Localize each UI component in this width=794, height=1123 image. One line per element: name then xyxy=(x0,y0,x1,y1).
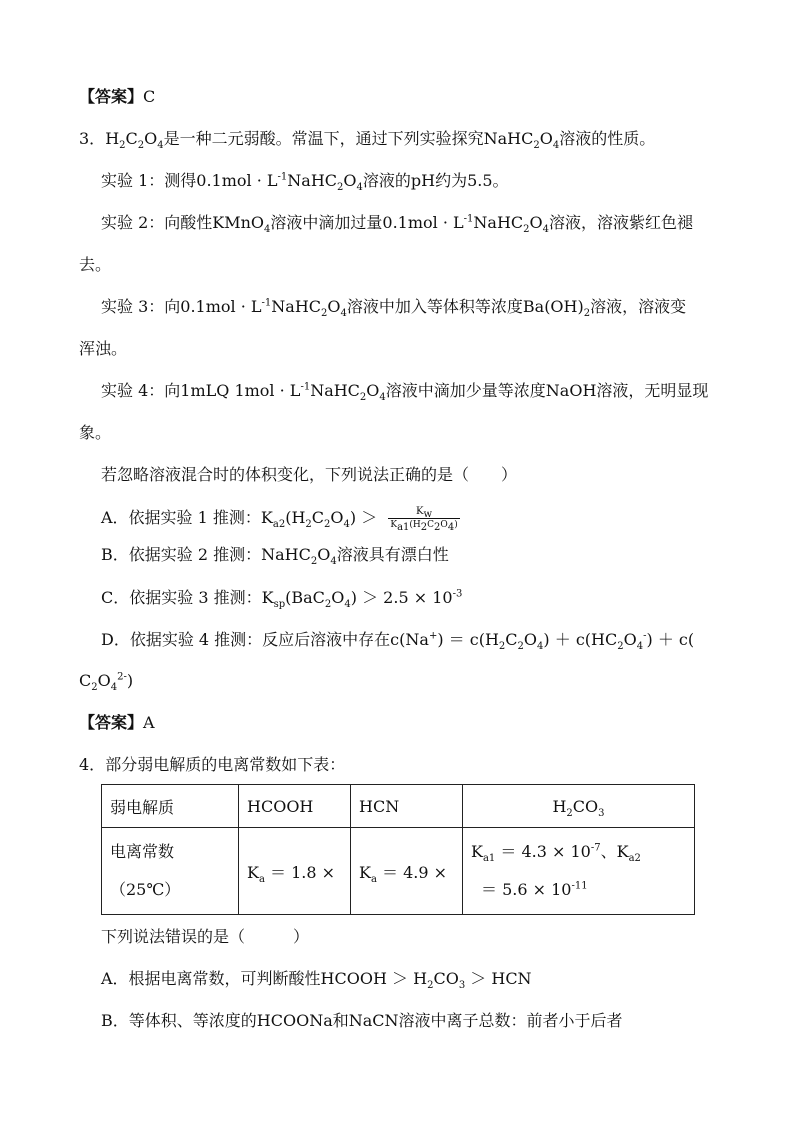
table-row xyxy=(102,828,695,915)
option-4-b: B．等体积、等浓度的HCOONa和NaCN溶液中离子总数：前者小于后者 xyxy=(101,1011,623,1030)
answer-line-2 xyxy=(79,712,155,734)
fraction: $\frac{K_w}{K_{a1}(H_2C_2O_4)}$ xyxy=(390,506,458,533)
experiment-2-line-2: 去。 xyxy=(79,255,112,274)
cell-hcooh-ka: $K_a = 1.8$ × xyxy=(239,828,351,915)
answer-label: 【答案】 xyxy=(79,87,144,106)
experiment-2-line-1: 实验 2：向酸性KMnO$_4$溶液中滴加过量$0.1mol \cdot L^{-1}NaHC_2O_4$溶液，溶液紫红色褪 xyxy=(101,213,694,236)
row-label-cell: 电离常数 （25℃） xyxy=(102,828,239,915)
option-3-d-line-1: D．依据实验 4 推测：反应后溶液中存在$c(Na^+) = c(H_2C_2O_4) + c(HC_2O_4^-) + c$( xyxy=(101,630,695,653)
cell-hcn-ka: $K_a = 4.9$ × xyxy=(351,828,463,915)
option-3-c: C．依据实验 3 推测：$K_{sp}(BaC_2O_4) > 2.5 \times 10^{-3}$ xyxy=(101,588,463,611)
question-4-intro: 4．部分弱电解质的电离常数如下表： xyxy=(79,755,346,774)
header-cell-electrolyte: 弱电解质 xyxy=(102,785,239,828)
experiment-3-line-2: 浑浊。 xyxy=(79,339,128,358)
answer-value: C xyxy=(143,87,156,106)
question-3-prompt: 若忽略溶液混合时的体积变化，下列说法正确的是（ ） xyxy=(101,465,518,484)
header-cell-h2co3: $H_2CO_3$ xyxy=(463,785,695,828)
table-header-row xyxy=(102,785,695,828)
ionization-constant-table xyxy=(101,784,695,915)
option-4-a: A．根据电离常数，可判断酸性HCOOH ＞ $H_2CO_3$ ＞ HCN xyxy=(101,969,532,992)
option-3-a: A．依据实验 1 推测：$K_{a2}(H_2C_2O_4)$ ＞ $\frac{K_w}{K_{a1}(H_2C_2O_4)}$ xyxy=(101,506,458,533)
answer-value: A xyxy=(143,713,155,732)
header-cell-hcooh: HCOOH xyxy=(239,785,351,828)
question-4-prompt: 下列说法错误的是（ ） xyxy=(101,927,310,946)
experiment-3-line-1: 实验 3：向$0.1mol \cdot L^{-1}NaHC_2O_4$溶液中加入等体积等浓度$Ba(OH)_2$溶液，溶液变 xyxy=(101,297,687,320)
answer-line-1 xyxy=(79,86,155,108)
answer-label: 【答案】 xyxy=(79,713,144,732)
cell-h2co3-ka: $K_{a1} = 4.3 \times 10^{-7}$、$K_{a2}$ ＝ $5.6 \times 10^{-11}$ xyxy=(463,828,695,915)
experiment-4-line-1: 实验 4：向1mLQ $1mol \cdot L^{-1}NaHC_2O_4$溶液中滴加少量等浓度NaOH溶液，无明显现 xyxy=(101,381,709,404)
option-3-d-line-2: $C_2O_4^{2-}$) xyxy=(79,671,134,694)
header-cell-hcn: HCN xyxy=(351,785,463,828)
option-3-b: B．依据实验 2 推测：$NaHC_2O_4$溶液具有漂白性 xyxy=(101,545,449,568)
experiment-1: 实验 1：测得$0.1mol \cdot L^{-1}NaHC_2O_4$溶液的pH约为5.5。 xyxy=(101,171,509,194)
question-3-intro: 3．$H_2C_2O_4$是一种二元弱酸。常温下，通过下列实验探究$NaHC_2O_4$溶液的性质。 xyxy=(79,129,656,152)
experiment-4-line-2: 象。 xyxy=(79,423,112,442)
